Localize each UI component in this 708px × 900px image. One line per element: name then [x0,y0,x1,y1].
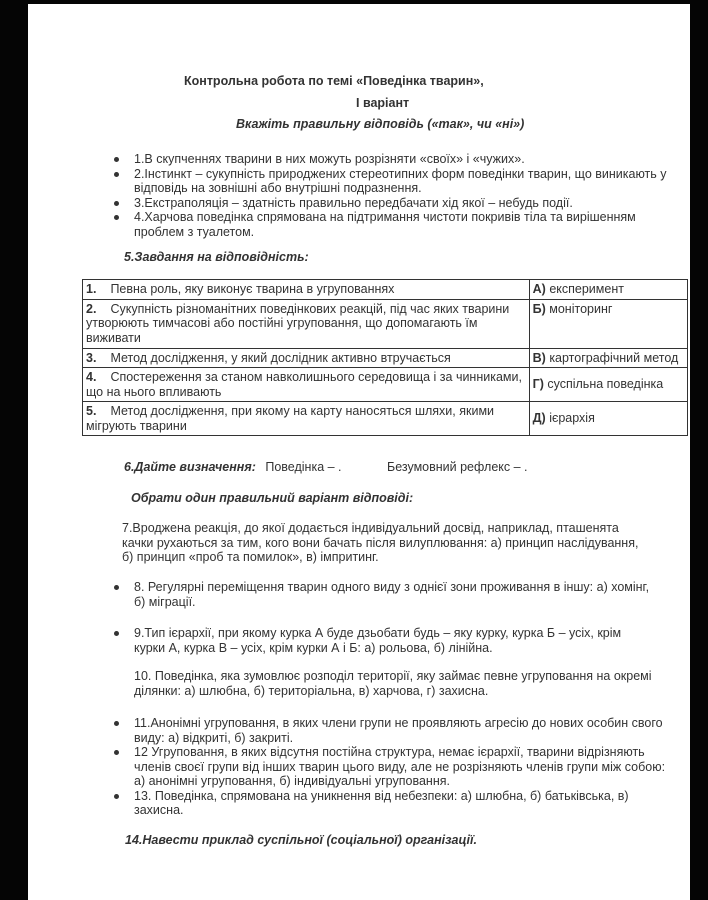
question-14: 14.Навести приклад суспільної (соціальної) організації. [125,833,477,847]
definition-term-behavior: Поведінка – . [265,460,342,474]
definitions-heading: 6.Дайте визначення: [124,460,256,474]
row-text: Спостереження за станом навколишнього середовища і за чинниками, що на нього впливають [86,370,522,399]
row-text: Метод дослідження, у який дослідник активно втручається [110,350,451,365]
document-title: Контрольна робота по темі «Поведінка тварин», [184,74,484,88]
table-row [83,368,688,402]
choose-heading: Обрати один правильний варіант відповіді: [131,491,414,505]
row-number: 3. [86,350,97,365]
answer-text: суспільна поведінка [547,377,664,392]
yes-no-list [110,152,670,239]
table-row [83,280,688,300]
row-number: 4. [86,370,97,384]
answer-text: ієрархія [549,411,595,426]
matching-heading: 5.Завдання на відповідність: [124,250,309,264]
question-7: 7.Вроджена реакція, до якої додається індивідуальний досвід, наприклад, пташенята качки рухаються за тим, кого вони бачать після вилуплювання: а) принцип наслідування, б) принцип «проб та помилок», в) імпритинг. [122,521,639,564]
question-list-b [110,716,670,818]
row-number: 2. [86,301,97,316]
question-list-a [110,580,655,655]
question-8: 8. Регулярні переміщення тварин одного виду з однієї зони проживання в іншу: а) хомінг, б) міграції. [110,580,655,609]
question-10: 10. Поведінка, яка зумовлює розподіл території, яку займає певне угруповання на окремі ділянки: а) шлюбна, б) територіальна, в) харчова, г) захисна. [134,669,652,698]
answer-text: картографічний метод [549,350,679,365]
answer-letter: В) [532,350,546,365]
yes-no-instruction: Вкажіть правильну відповідь («так», чи «ні») [236,117,525,131]
answer-letter: Г) [532,377,544,392]
list-item: 4.Харчова поведінка спрямована на підтримання чистоти покривів тіла та вирішенням проблем з туалетом. [110,210,670,239]
matching-table [82,279,688,436]
document-page [28,4,690,900]
definitions-line [124,460,528,475]
table-row [83,299,688,348]
variant-label: І варіант [356,96,410,110]
definition-term-reflex: Безумовний рефлекс – . [387,460,528,474]
list-item: 3.Екстраполяція – здатність правильно передбачати хід якої – небудь події. [110,196,670,211]
row-text: Певна роль, яку виконує тварина в угрупованнях [110,282,395,296]
row-number: 5. [86,404,97,418]
list-item: 2.Інстинкт – сукупність природжених стереотипних форм поведінки тварин, що виникають у відповідь на зовнішні або внутрішні подразнення. [110,167,670,196]
table-row [83,402,688,436]
answer-letter: Д) [532,411,546,426]
list-item: 1.В скупченнях тварини в них можуть розрізняти «своїх» і «чужих». [110,152,670,167]
answer-text: моніторинг [549,301,613,316]
question-11: 11.Анонімні угруповання, в яких члени групи не проявляють агресію до нових особин свого виду: а) відкриті, б) закриті. [110,716,670,745]
answer-letter: Б) [532,301,546,316]
answer-text: експеримент [549,282,624,296]
answer-letter: А) [532,282,546,296]
question-13: 13. Поведінка, спрямована на уникнення від небезпеки: а) шлюбна, б) батьківська, в) захисна. [110,789,670,818]
table-row [83,348,688,368]
row-text: Сукупність різноманітних поведінкових реакцій, під час яких тварини утворюють тимчасові або постійні угруповання, що допомагають їм виживати [86,301,510,345]
question-12: 12 Угруповання, в яких відсутня постійна структура, немає ієрархії, тварини відрізняють членів своєї групи від інших тварин цього виду, але не розрізняють членів групи між собою: а) анонімні угруповання, б) індивідуальні угруповання. [110,745,670,789]
question-9: 9.Тип ієрархії, при якому курка А буде дзьобати будь – яку курку, курка Б – усіх, крім курки А, курка В – усіх, крім курки А і Б: а) рольова, б) лінійна. [110,626,655,655]
row-number: 1. [86,282,97,296]
row-text: Метод дослідження, при якому на карту наносяться шляхи, якими мігрують тварини [86,404,495,433]
